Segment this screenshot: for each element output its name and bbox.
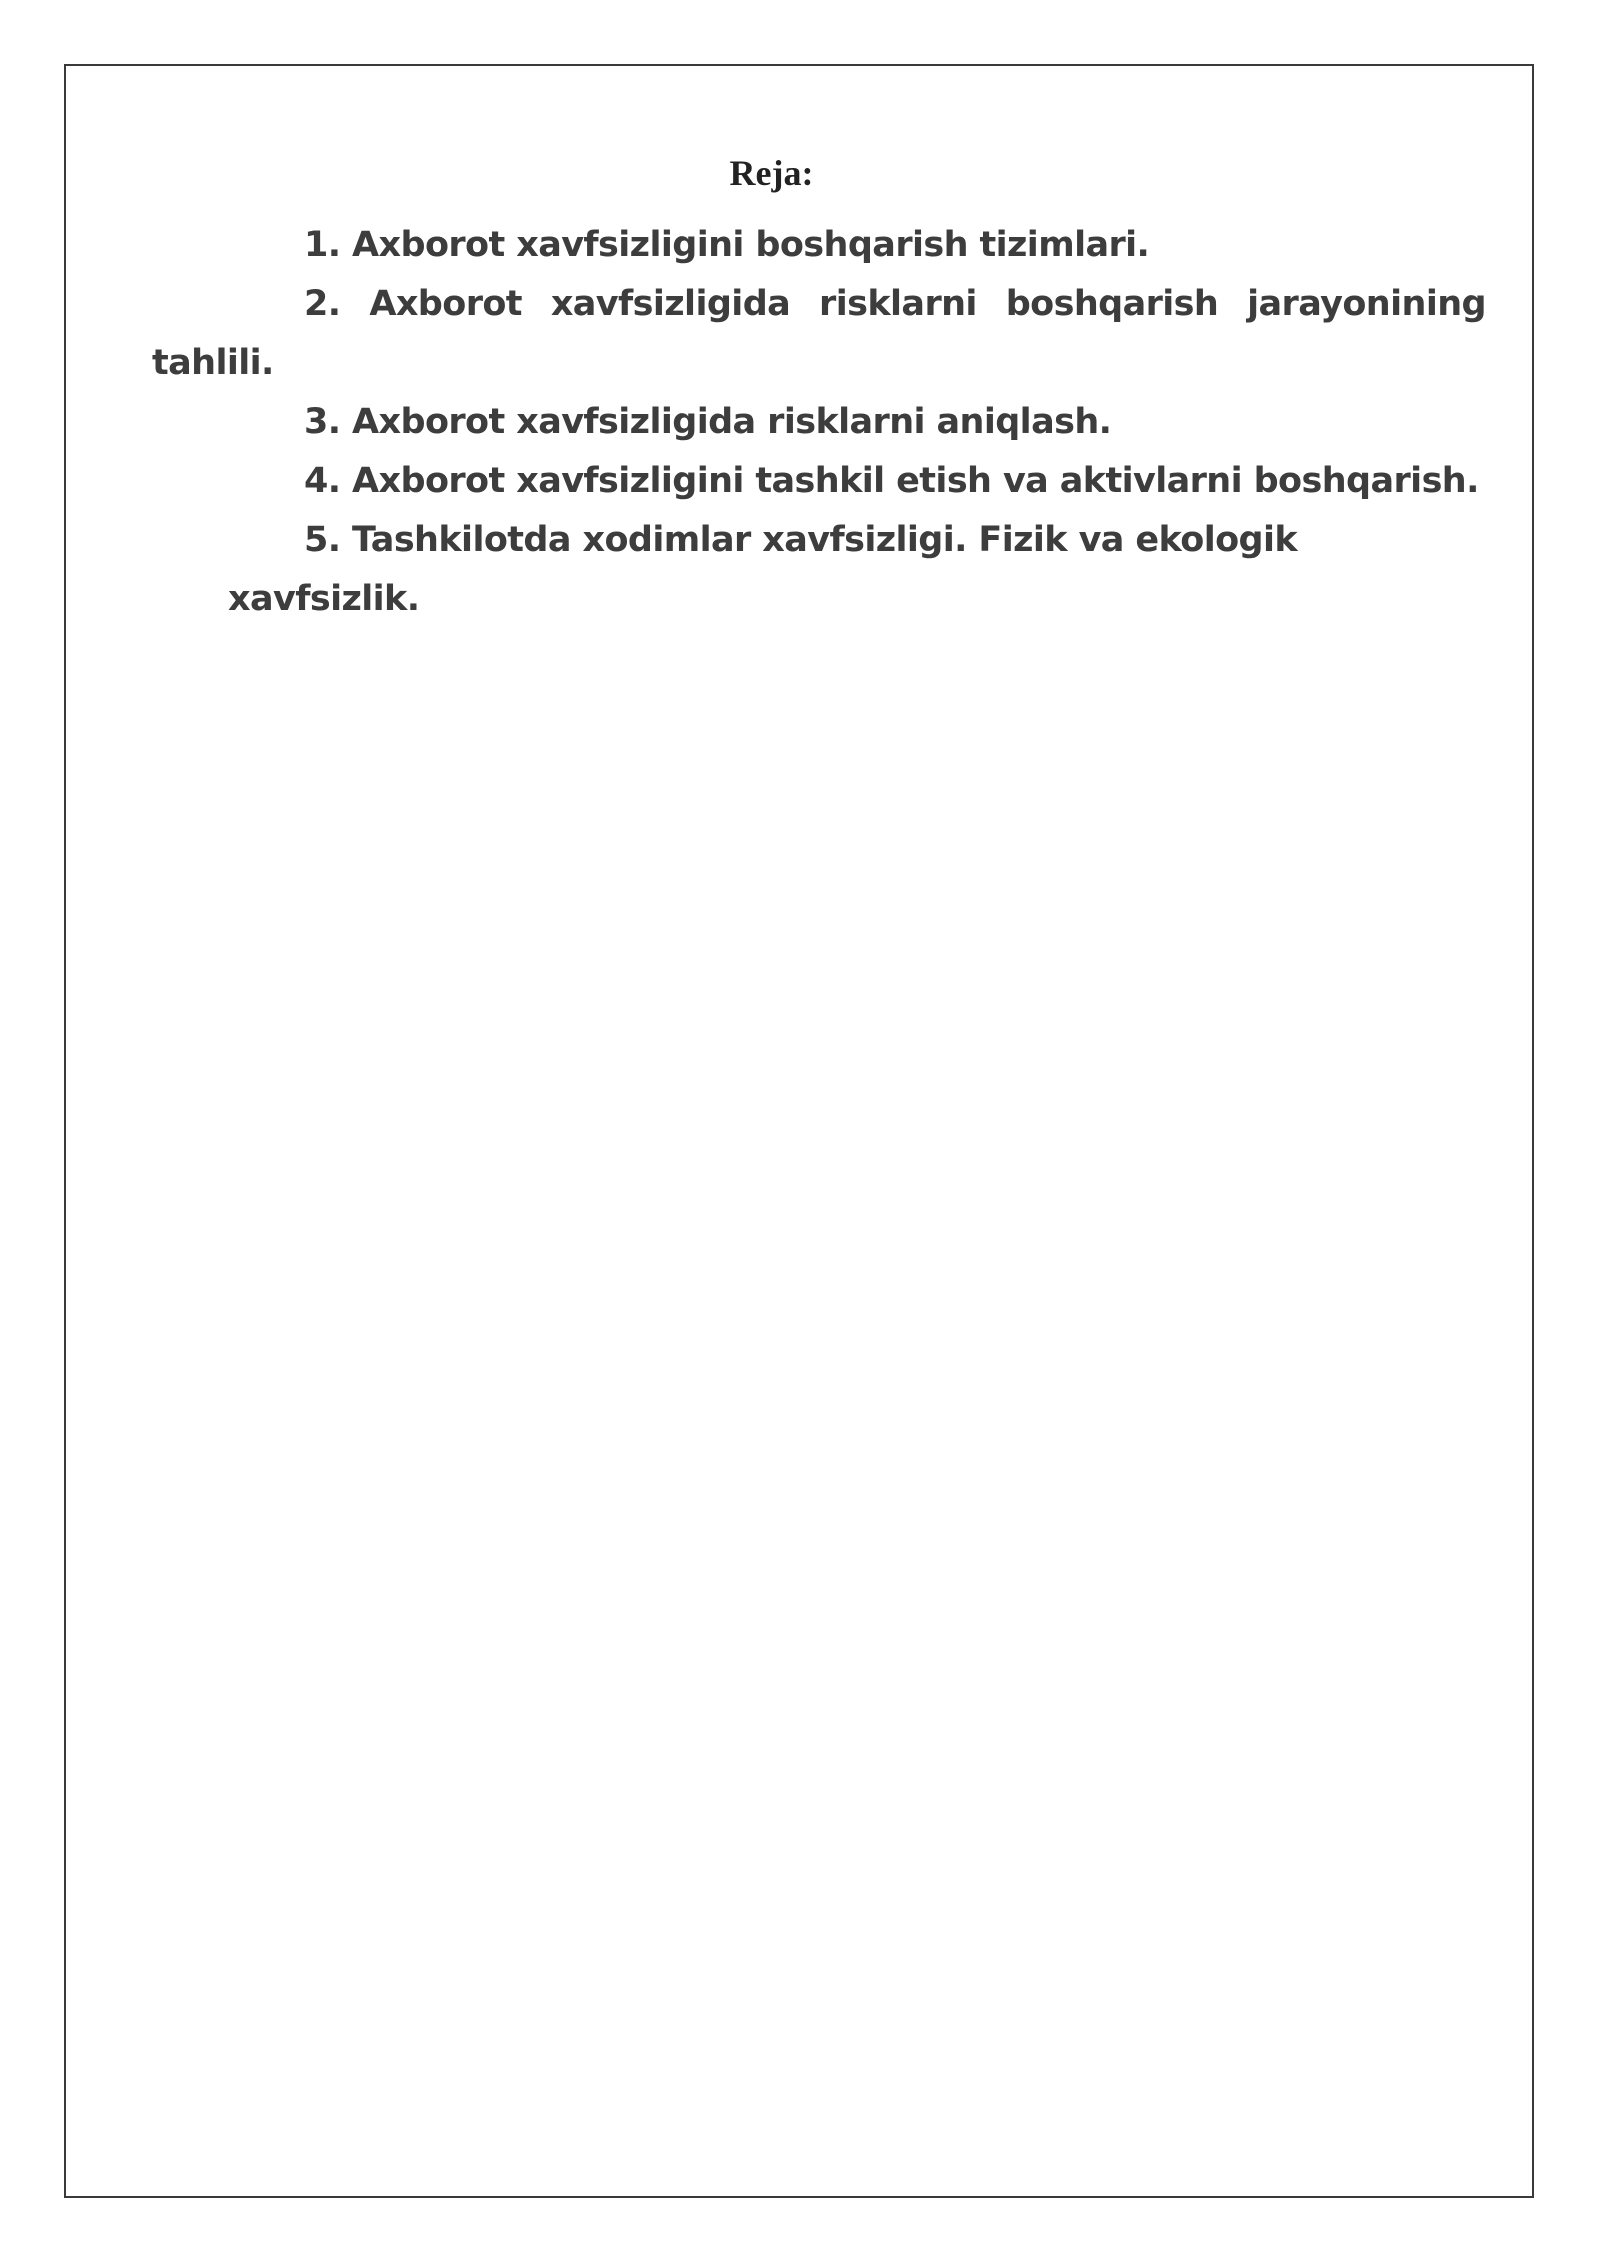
plan-list xyxy=(152,216,1486,629)
plan-item-1: 1. Axborot xavfsizligini boshqarish tizimlari. xyxy=(304,225,1150,265)
plan-item-2 xyxy=(152,275,1486,393)
plan-heading: Reja: xyxy=(729,153,814,193)
plan-item-2-line-1: 2. Axborot xavfsizligida risklarni boshqarish jarayonining xyxy=(304,284,1486,324)
plan-item-2-line-2: tahlili. xyxy=(152,343,274,383)
plan-item-3: 3. Axborot xavfsizligida risklarni aniqlash. xyxy=(304,402,1112,442)
plan-item-4: 4. Axborot xavfsizligini tashkil etish va aktivlarni boshqarish. xyxy=(304,461,1479,501)
plan-item-5: 5. Tashkilotda xodimlar xavfsizligi. Fizik va ekologik xavfsizlik. xyxy=(228,520,1298,619)
